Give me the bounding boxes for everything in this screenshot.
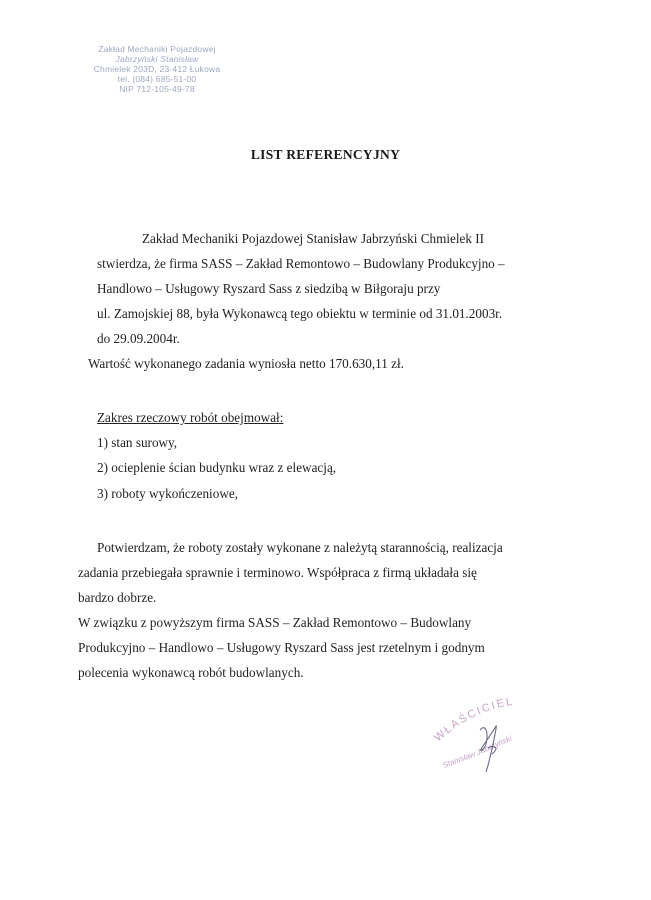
paragraph2-line-6: polecenia wykonawcą robót budowlanych.	[78, 665, 304, 680]
letterhead-phone: tel. (084) 685-51-00	[117, 74, 197, 84]
paragraph1-line-3: Handlowo – Usługowy Ryszard Sass z siedzibą w Biłgoraju przy	[97, 281, 441, 296]
stamp-name-text	[442, 734, 514, 770]
stamp-name-path: Stanisław Jabrzyński	[441, 733, 514, 770]
paragraph1-line-5: do 29.09.2004r.	[97, 331, 180, 346]
paragraph1-line-4: ul. Zamojskiej 88, była Wykonawcą tego obiektu w terminie od 31.01.2003r.	[97, 306, 503, 321]
scope-heading: Zakres rzeczowy robót obejmował:	[97, 410, 284, 425]
paragraph1-line-2: stwierdza, że firma SASS – Zakład Remontowo – Budowlany Produkcyjno –	[97, 256, 505, 271]
letterhead-owner-name: Jabrzyński Stanisław	[115, 54, 199, 64]
paragraph2-line-2: zadania przebiegała sprawnie i terminowo. Współpraca z firmą układała się	[78, 565, 477, 580]
letterhead-company-name: Zakład Mechaniki Pojazdowej	[98, 44, 216, 54]
scope-item-1: 1) stan surowy,	[97, 435, 178, 450]
stamp-role-path: WŁAŚCICIEL	[432, 695, 516, 745]
paragraph2-line-5: Produkcyjno – Handlowo – Usługowy Ryszard Sass jest rzetelnym i godnym	[78, 640, 485, 655]
paragraph2-line-4: W związku z powyższym firma SASS – Zakład Remontowo – Budowlany	[78, 615, 472, 630]
letterhead-nip: NIP 712-105-49-78	[119, 84, 195, 94]
scope-item-2: 2) ocieplenie ścian budynku wraz z elewacją,	[97, 460, 337, 475]
paragraph1-line-1: Zakład Mechaniki Pojazdowej Stanisław Jabrzyński Chmielek II	[142, 231, 485, 246]
paragraph2-line-3: bardzo dobrze.	[78, 590, 157, 605]
paragraph2-line-1: Potwierdzam, że roboty zostały wykonane z należytą starannością, realizacja	[97, 540, 503, 555]
scope-item-3: 3) roboty wykończeniowe,	[97, 486, 238, 501]
owner-signature-stamp	[430, 690, 560, 780]
paragraph1-line-6: Wartość wykonanego zadania wyniosła netto 170.630,11 zł.	[88, 356, 404, 371]
letterhead-address: Chmielek 203D, 23-412 Łukowa	[93, 64, 221, 74]
company-letterhead-stamp	[62, 44, 252, 94]
document-title: LIST REFERENCYJNY	[250, 147, 401, 162]
